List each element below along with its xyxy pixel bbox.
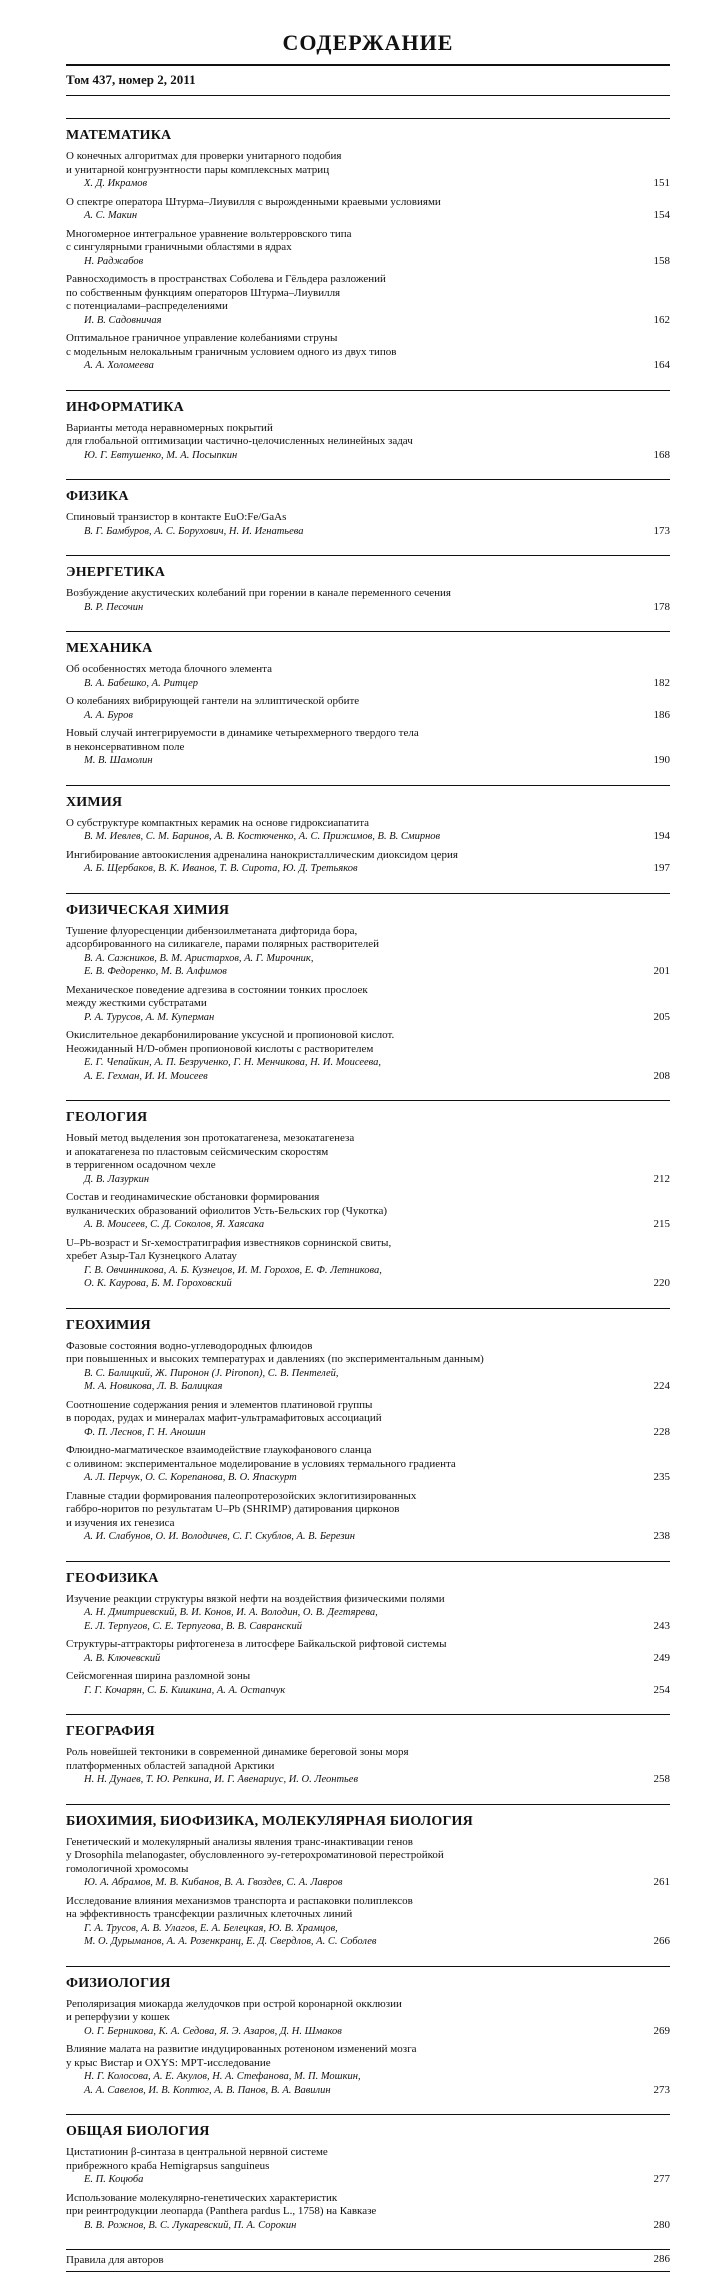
article-authors: Е. Г. Чепайкин, А. П. Безрученко, Г. Н. Менчикова, Н. И. Моисеева, А. Е. Гехман, И. И. Моисеев xyxy=(84,1057,382,1082)
article-authors: А. В. Моисеев, С. Д. Соколов, Я. Хаясака xyxy=(84,1219,265,1230)
section xyxy=(66,1561,670,1710)
article-title[interactable]: Новый метод выделения зон протокатагенеза, мезокатагенеза и апокатагенеза по пластовым сейсмическим скоростям в терригенном осадочном чехле xyxy=(66,1132,355,1171)
article-title[interactable]: Оптимальное граничное управление колебаниями струны с модельным нелокальным граничным условием одного из двух типов xyxy=(66,332,397,358)
page-number: 182 xyxy=(653,676,670,689)
author-row xyxy=(66,2219,670,2233)
article-title[interactable]: Цистатионин β-синтаза в центральной нервной системе прибрежного краба Hemigrapsus sanguineus xyxy=(66,2146,328,2172)
article-title[interactable]: Главные стадии формирования палеопротерозойских эклогитизированных габбро-норитов по результатам U–Pb (SHRIMP) датирования цирконов и изучения их генезиса xyxy=(66,1489,417,1529)
article-title[interactable]: О конечных алгоритмах для проверки унитарного подобия и унитарной конгруэнтности пары комплексных матриц xyxy=(66,150,342,176)
article-authors: В. В. Рожнов, В. С. Лукаревский, П. А. Сорокин xyxy=(84,2219,297,2231)
article-authors: Х. Д. Икрамов xyxy=(84,178,148,189)
toc-entry[interactable] xyxy=(66,2146,670,2187)
author-row xyxy=(66,1173,670,1187)
author-row xyxy=(66,601,670,615)
author-row xyxy=(66,1922,670,1949)
section xyxy=(66,893,670,1096)
article-title[interactable]: Варианты метода неравномерных покрытий для глобальной оптимизации частично-целочисленных нелинейных задач xyxy=(66,421,413,447)
article-authors: В. А. Сажников, В. М. Аристархов, А. Г. Мирочник, Е. В. Федоренко, М. В. Алфимов xyxy=(84,952,314,977)
toc-entry[interactable] xyxy=(66,1998,670,2039)
article-authors: А. Б. Щербаков, В. К. Иванов, Т. В. Сирота, Ю. Д. Третьяков xyxy=(84,863,358,874)
article-title[interactable]: Об особенностях метода блочного элемента xyxy=(66,663,272,675)
toc-entry[interactable] xyxy=(66,1836,670,1890)
page-number: 269 xyxy=(653,2024,670,2037)
article-authors: А. Н. Дмитриевский, В. И. Конов, И. А. Володин, О. В. Дегтярева, Е. Л. Терпугов, С. Е. Терпугова, В. В. Савранский xyxy=(84,1607,378,1632)
section xyxy=(66,1804,670,1961)
article-title[interactable]: Генетический и молекулярный анализы явления транс-инактивации генов у Drosophila melanogaster, обусловленного эу-гетерохроматиновой перестройкой гомологичной хромосомы xyxy=(66,1835,444,1875)
section xyxy=(66,1308,670,1556)
article-authors: А. А. Буров xyxy=(84,709,133,721)
section-title: ИНФОРМАТИКА xyxy=(66,399,184,415)
author-row xyxy=(66,177,670,191)
page-number: 235 xyxy=(653,1471,670,1483)
author-row xyxy=(66,2173,670,2187)
toc-entry[interactable] xyxy=(66,228,670,269)
section-title: ОБЩАЯ БИОЛОГИЯ xyxy=(66,2124,210,2139)
article-authors: Н. Г. Колосова, А. Е. Акулов, Н. А. Стефанова, М. П. Мошкин, А. А. Савелов, И. В. Коптюг, А. В. Панов, В. А. Вавилин xyxy=(84,2071,361,2096)
toc-entry[interactable] xyxy=(66,695,670,722)
author-row xyxy=(66,2070,670,2097)
article-title[interactable]: Равносходимость в пространствах Соболева и Гёльдера разложений по собственным функциям операторов Штурма–Лиувилля с потенциалами–распределениями xyxy=(66,273,386,312)
article-title[interactable]: Структуры-аттракторы рифтогенеза в литосфере Байкальской рифтовой системы xyxy=(66,1638,447,1650)
author-row xyxy=(66,2025,670,2039)
toc-entry[interactable] xyxy=(66,1132,670,1186)
toc-entry[interactable] xyxy=(66,273,670,327)
section xyxy=(66,555,670,626)
article-title[interactable]: U–Pb-возраст и Sr-хемостратиграфия известняков сорнинской свиты, хребет Азыр-Тал Кузнецкого Алатау xyxy=(66,1236,392,1262)
toc-entry[interactable] xyxy=(66,2043,670,2097)
author-row xyxy=(66,314,670,328)
page-number: 220 xyxy=(653,1277,670,1289)
toc-entry[interactable] xyxy=(66,1340,670,1394)
article-authors: В. С. Балицкий, Ж. Пиронон (J. Pironon), С. В. Пентелей, М. А. Новикова, Л. В. Балицкая xyxy=(84,1367,339,1392)
article-authors: А. А. Холомеева xyxy=(84,360,154,371)
page-number: 186 xyxy=(653,708,670,721)
toc-entry[interactable] xyxy=(66,727,670,768)
footer-page: 286 xyxy=(653,2253,670,2265)
section-title: ЭНЕРГЕТИКА xyxy=(66,565,166,580)
article-authors: В. А. Бабешко, А. Ритцер xyxy=(84,677,198,689)
page-number: 208 xyxy=(653,1069,670,1082)
toc-entry[interactable] xyxy=(66,1237,670,1291)
section xyxy=(66,2114,670,2244)
section xyxy=(66,1714,670,1799)
article-authors: Е. П. Коцюба xyxy=(84,2174,144,2185)
author-row xyxy=(66,1773,670,1787)
toc-entry[interactable] xyxy=(66,1670,670,1697)
article-authors: А. С. Макин xyxy=(84,210,138,221)
author-row xyxy=(66,1426,670,1440)
page-number: 168 xyxy=(653,448,670,461)
article-authors: Н. Н. Дунаев, Т. Ю. Репкина, И. Г. Авенариус, И. О. Леонтьев xyxy=(84,1774,359,1785)
article-title[interactable]: Состав и геодинамические обстановки формирования вулканических образований офиолитов Усть-Бельских гор (Чукотка) xyxy=(66,1191,388,1217)
article-title[interactable]: Возбуждение акустических колебаний при горении в канале переменного сечения xyxy=(66,587,451,599)
page-number: 164 xyxy=(653,359,670,371)
author-row xyxy=(66,209,670,223)
toc-entry[interactable] xyxy=(66,1895,670,1949)
author-row xyxy=(66,862,670,876)
article-authors: М. В. Шамолин xyxy=(84,755,153,766)
article-title[interactable]: Сейсмогенная ширина разломной зоны xyxy=(66,1670,251,1682)
footer-label[interactable]: Правила для авторов xyxy=(66,2254,164,2266)
toc-entry[interactable] xyxy=(66,925,670,979)
article-authors: Ю. Г. Евтушенко, М. А. Посыпкин xyxy=(84,449,238,461)
section xyxy=(66,1100,670,1303)
footer xyxy=(66,2249,670,2272)
page-number: 243 xyxy=(653,1619,670,1632)
page-number: 280 xyxy=(653,2218,670,2231)
section xyxy=(66,118,670,385)
article-authors: В. М. Иевлев, С. М. Баринов, А. В. Костюченко, А. С. Прижимов, В. В. Смирнов xyxy=(84,831,441,842)
page-number: 197 xyxy=(653,862,670,874)
author-row xyxy=(66,1367,670,1394)
page-number: 228 xyxy=(653,1425,670,1438)
page-number: 173 xyxy=(653,524,670,537)
page-number: 162 xyxy=(653,313,670,326)
article-title[interactable]: Влияние малата на развитие индуцированных ротеноном изменений мозга у крыс Вистар и OXYS: МРТ-исследование xyxy=(66,2043,417,2069)
section-title: ФИЗИЧЕСКАЯ ХИМИЯ xyxy=(66,902,230,918)
page-number: 151 xyxy=(653,177,670,189)
page-number: 154 xyxy=(653,209,670,221)
author-row xyxy=(66,1652,670,1666)
section-title: МАТЕМАТИКА xyxy=(66,128,172,143)
section-title: ГЕОГРАФИЯ xyxy=(66,1724,155,1739)
toc-entry[interactable] xyxy=(66,1746,670,1787)
article-authors: И. В. Садовничая xyxy=(84,314,162,326)
article-title[interactable]: Реполяризация миокарда желудочков при острой коронарной окклюзии и реперфузии у кошек xyxy=(66,1997,402,2023)
toc-entry[interactable] xyxy=(66,587,670,614)
author-row xyxy=(66,255,670,269)
page-number: 238 xyxy=(653,1530,670,1542)
toc-entry[interactable] xyxy=(66,849,670,876)
page-number: 261 xyxy=(653,1876,670,1888)
section xyxy=(66,479,670,550)
page-number: 249 xyxy=(653,1651,670,1664)
page-number: 266 xyxy=(653,1935,670,1947)
volume-info: Том 437, номер 2, 2011 xyxy=(66,72,196,87)
article-title[interactable]: Новый случай интегрируемости в динамике четырехмерного твердого тела в неконсервативном поле xyxy=(66,727,419,753)
article-title[interactable]: Использование молекулярно-генетических характеристик при реинтродукции леопарда (Panthera pardus L., 1758) на Кавказе xyxy=(66,2191,377,2217)
page-number: 215 xyxy=(653,1218,670,1230)
article-title[interactable]: О субструктуре компактных керамик на основе гидроксиапатита xyxy=(66,816,370,829)
footer-rule xyxy=(66,2271,670,2272)
section-title: БИОХИМИЯ, БИОФИЗИКА, МОЛЕКУЛЯРНАЯ БИОЛОГИЯ xyxy=(66,1813,473,1829)
toc-entry[interactable] xyxy=(66,1444,670,1485)
article-title[interactable]: Окислительное декарбонилирование уксусной и пропионовой кислот. Неожиданный H/D-обмен пропионовой кислоты с растворителем xyxy=(66,1029,395,1055)
page-number: 178 xyxy=(653,600,670,613)
article-authors: Г. А. Трусов, А. В. Улагов, Е. А. Белецкая, Ю. В. Храмцов, М. О. Дурыманов, А. А. Розенкранц, Е. Д. Свердлов, А. С. Соболев xyxy=(84,1922,377,1947)
article-authors: Ю. А. Абрамов, М. В. Кибанов, В. А. Гвоздев, С. А. Лавров xyxy=(84,1877,343,1888)
toc-entry[interactable] xyxy=(66,2192,670,2233)
article-authors: А. В. Ключевский xyxy=(84,1652,161,1664)
article-title[interactable]: Многомерное интегральное уравнение вольтерровского типа с сингулярными граничными областями в ядрах xyxy=(66,227,352,253)
toc-entry[interactable] xyxy=(66,422,670,463)
page-number: 205 xyxy=(653,1010,670,1023)
section xyxy=(66,631,670,780)
page-number: 194 xyxy=(653,830,670,842)
article-authors: А. Л. Перчук, О. С. Корепанова, В. О. Япаскурт xyxy=(84,1472,297,1483)
article-title[interactable]: Спиновый транзистор в контакте EuO:Fe/GaAs xyxy=(66,511,287,523)
article-title[interactable]: Изучение реакции структуры вязкой нефти на воздействия физическими полями xyxy=(66,1592,445,1605)
article-authors: О. Г. Берникова, К. А. Седова, Я. Э. Азаров, Д. Н. Шмаков xyxy=(84,2025,342,2037)
author-row xyxy=(66,449,670,463)
page-number: 277 xyxy=(653,2173,670,2185)
author-row xyxy=(66,1011,670,1025)
page-number: 212 xyxy=(653,1172,670,1185)
toc-entry[interactable] xyxy=(66,1638,670,1665)
section-title: ГЕОФИЗИКА xyxy=(66,1570,159,1586)
author-row xyxy=(66,1218,670,1232)
article-title[interactable]: Флюидно-магматическое взаимодействие глаукофанового сланца с оливином: экспериментальное моделирование в условиях термального градиента xyxy=(66,1444,456,1470)
toc-entry[interactable] xyxy=(66,196,670,223)
toc-entry[interactable] xyxy=(66,1029,670,1083)
author-row xyxy=(66,709,670,723)
table-of-contents xyxy=(66,118,670,2244)
article-authors: Г. Г. Кочарян, С. Б. Кишкина, А. А. Остапчук xyxy=(84,1684,286,1696)
author-row xyxy=(66,1530,670,1544)
toc-entry[interactable] xyxy=(66,150,670,191)
author-row xyxy=(66,1606,670,1633)
section-title: МЕХАНИКА xyxy=(66,641,153,656)
page-number: 158 xyxy=(653,254,670,267)
article-title[interactable]: Тушение флуоресценции дибензоилметаната дифторида бора, адсорбированного на силикагеле, парами полярных растворителей xyxy=(66,924,379,950)
toc-entry[interactable] xyxy=(66,1399,670,1440)
section-title: ХИМИЯ xyxy=(66,794,123,810)
page-number: 190 xyxy=(653,754,670,766)
author-row xyxy=(66,1264,670,1291)
article-authors: В. Р. Песочин xyxy=(84,601,144,613)
section xyxy=(66,390,670,475)
section-title: ГЕОЛОГИЯ xyxy=(66,1110,148,1125)
page-number: 258 xyxy=(653,1773,670,1785)
toc-entry[interactable] xyxy=(66,1593,670,1634)
section-title: ФИЗИОЛОГИЯ xyxy=(66,1975,171,1991)
article-title[interactable]: Исследование влияния механизмов транспорта и распаковки полиплексов на эффективность трансфекции различных клеточных линий xyxy=(66,1894,413,1920)
article-authors: Г. В. Овчинникова, А. Б. Кузнецов, И. М. Горохов, Е. Ф. Летникова, О. К. Каурова, Б. М. Гороховский xyxy=(84,1264,382,1289)
toc-entry[interactable] xyxy=(66,1490,670,1544)
toc-entry[interactable] xyxy=(66,663,670,690)
article-authors: А. И. Слабунов, О. И. Володичев, С. Г. Скублов, А. В. Березин xyxy=(84,1531,356,1542)
section xyxy=(66,1966,670,2110)
article-title[interactable]: Роль новейшей тектоники в современной динамике береговой зоны моря платформенных областей западной Арктики xyxy=(66,1746,409,1772)
author-row xyxy=(66,1684,670,1698)
page-number: 254 xyxy=(653,1683,670,1696)
author-row xyxy=(66,1876,670,1890)
page-number: 201 xyxy=(653,965,670,977)
author-row xyxy=(66,952,670,979)
toc-entry[interactable] xyxy=(66,984,670,1025)
author-row xyxy=(66,359,670,373)
author-row xyxy=(66,525,670,539)
author-row xyxy=(66,677,670,691)
author-row xyxy=(66,830,670,844)
article-title[interactable]: О колебаниях вибрирующей гантели на эллиптической орбите xyxy=(66,695,360,707)
page-number: 273 xyxy=(653,2083,670,2096)
article-authors: Н. Раджабов xyxy=(84,255,144,267)
page-number: 224 xyxy=(653,1380,670,1392)
article-title[interactable]: Фазовые состояния водно-углеводородных флюидов при повышенных и высоких температурах и давлениях (по экспериментальным данным) xyxy=(66,1339,484,1365)
toc-entry[interactable] xyxy=(66,332,670,373)
author-row xyxy=(66,754,670,768)
volume-rule xyxy=(66,95,670,96)
section-title: ФИЗИКА xyxy=(66,489,129,504)
toc-entry[interactable] xyxy=(66,817,670,844)
author-row xyxy=(66,1471,670,1485)
toc-entry[interactable] xyxy=(66,511,670,538)
author-row xyxy=(66,1056,670,1083)
article-authors: В. Г. Бамбуров, А. С. Борухович, Н. И. Игнатьева xyxy=(84,525,304,537)
page-title: СОДЕРЖАНИЕ xyxy=(282,30,454,55)
section-title: ГЕОХИМИЯ xyxy=(66,1317,151,1333)
article-title[interactable]: Ингибирование автоокисления адреналина нанокристаллическим диоксидом церия xyxy=(66,848,458,861)
article-title[interactable]: Соотношение содержания рения и элементов платиновой группы в породах, рудах и минералах мафит-ультрамафитовых ассоциаций xyxy=(66,1398,382,1424)
article-authors: Д. В. Лазуркин xyxy=(84,1173,150,1185)
article-authors: Р. А. Турусов, А. М. Куперман xyxy=(84,1011,215,1023)
article-authors: Ф. П. Леснов, Г. Н. Аношин xyxy=(84,1426,206,1438)
article-title[interactable]: О спектре оператора Штурма–Лиувилля с вырожденными краевыми условиями xyxy=(66,195,441,208)
toc-entry[interactable] xyxy=(66,1191,670,1232)
section xyxy=(66,785,670,888)
article-title[interactable]: Механическое поведение адгезива в состоянии тонких прослоек между жесткими субстратами xyxy=(66,983,368,1009)
